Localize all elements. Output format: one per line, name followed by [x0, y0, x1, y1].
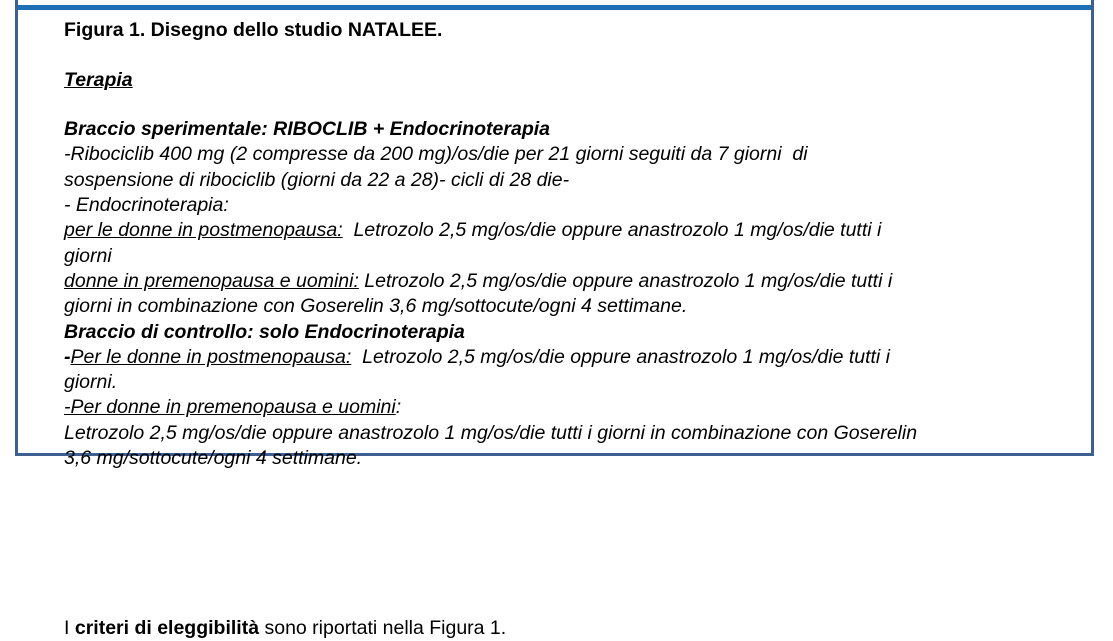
- control-postmeno-label: Per le donne in postmenopausa:: [70, 345, 352, 368]
- experimental-dose-line-2: sospensione di ribociclib (giorni da 22 a 28)- cicli di 28 die-: [64, 168, 570, 191]
- control-postmeno-line: [64, 345, 1044, 370]
- body-paragraph-eligibility: [64, 616, 506, 641]
- spacer: [64, 43, 1044, 67]
- experimental-dose-line-1: -Ribociclib 400 mg (2 compresse da 200 mg)/os/die per 21 giorni seguiti da 7 giorni di: [64, 143, 808, 166]
- body-text-suffix: sono riportati nella Figura 1.: [259, 616, 507, 639]
- experimental-postmeno-cont: giorni: [64, 244, 112, 267]
- spacer: [64, 93, 1044, 117]
- body-text-bold: criteri di eleggibilità: [74, 616, 260, 639]
- section-heading-terapia: Terapia: [64, 68, 133, 91]
- control-premeno-line: [64, 395, 1044, 420]
- experimental-premeno-label: donne in premenopausa e uomini:: [64, 269, 359, 292]
- control-postmeno-text: Letrozolo 2,5 mg/os/die oppure anastrozolo 1 mg/os/die tutti i: [351, 345, 891, 368]
- experimental-postmeno-label: per le donne in postmenopausa:: [64, 219, 343, 242]
- control-premeno-cont: 3,6 mg/sottocute/ogni 4 settimane.: [64, 447, 363, 470]
- experimental-endocrine-label: - Endocrinoterapia:: [64, 194, 229, 217]
- control-premeno-colon: :: [395, 396, 402, 419]
- experimental-postmeno-line: [64, 218, 1044, 243]
- body-text-prefix: I: [64, 616, 75, 639]
- experimental-premeno-text: Letrozolo 2,5 mg/os/die oppure anastrozolo 1 mg/os/die tutti i: [358, 269, 893, 292]
- control-premeno-text: Letrozolo 2,5 mg/os/die oppure anastrozolo 1 mg/os/die tutti i giorni in combinazione con Goserelin: [64, 421, 918, 444]
- figure-content: [64, 18, 1044, 471]
- experimental-postmeno-text: Letrozolo 2,5 mg/os/die oppure anastrozolo 1 mg/os/die tutti i: [342, 219, 882, 242]
- figure-title: Figura 1. Disegno dello studio NATALEE.: [64, 19, 443, 41]
- control-postmeno-dash: -: [64, 345, 71, 368]
- control-premeno-label: -Per donne in premenopausa e uomini: [64, 396, 396, 419]
- experimental-premeno-line: [64, 269, 1044, 294]
- control-postmeno-cont: giorni.: [64, 371, 118, 394]
- experimental-premeno-cont: giorni in combinazione con Goserelin 3,6 mg/sottocute/ogni 4 settimane.: [64, 295, 688, 318]
- control-arm-heading: Braccio di controllo: solo Endocrinoterapia: [64, 320, 465, 343]
- experimental-arm-heading: Braccio sperimentale: RIBOCLIB + Endocrinoterapia: [64, 118, 550, 141]
